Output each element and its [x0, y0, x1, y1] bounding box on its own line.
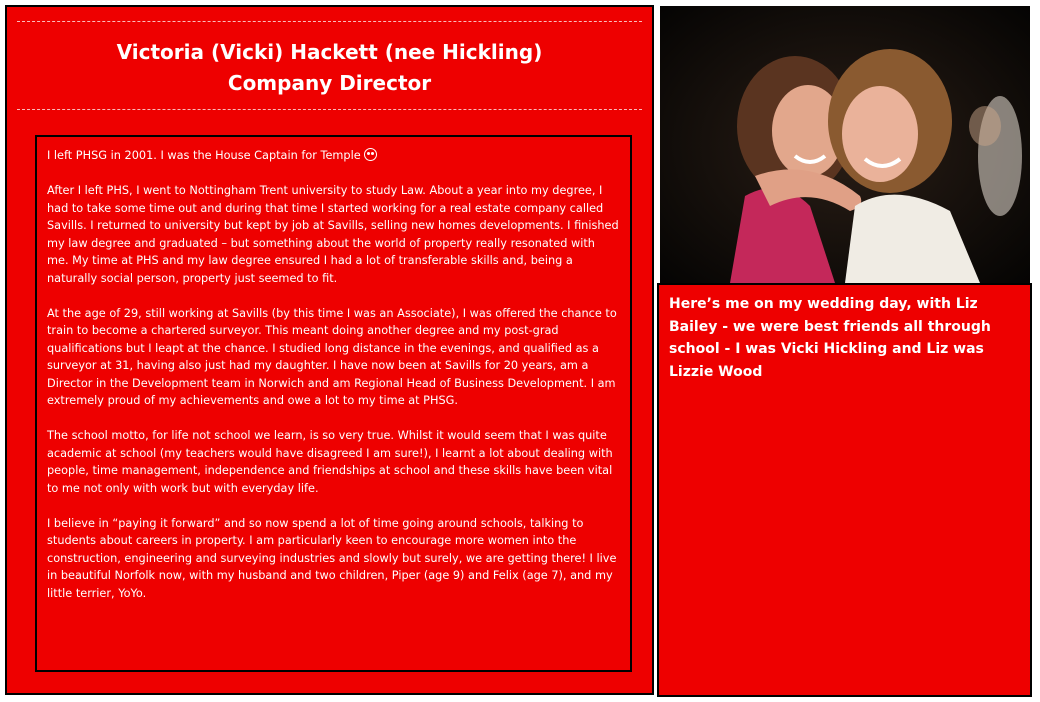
bottom-divider	[17, 109, 642, 112]
bio-paragraph-1	[47, 147, 620, 165]
bio-paragraph-1-text: I left PHSG in 2001. I was the House Captain for Temple	[47, 149, 361, 162]
biography-box	[35, 135, 632, 672]
profile-panel	[5, 5, 654, 695]
bio-paragraph-2: After I left PHS, I went to Nottingham Trent university to study Law. About a year into my degree, I had to take some time out and during that time I started working for a real estate company called Savills. I returned to university but kept by job at Savills, selling new homes developments. I finished my law degree and graduated – but something about the world of property really resonated with me. My time at PHS and my law degree ensured I had a lot of transferable skills and, being a naturally social person, property just seemed to fit.	[47, 184, 619, 285]
photo-caption-box	[657, 283, 1032, 697]
photo-caption: Here’s me on my wedding day, with Liz Bailey - we were best friends all through school - I was Vicki Hickling and Liz was Lizzie Wood	[669, 296, 991, 380]
bio-paragraph-4: The school motto, for life not school we learn, is so very true. Whilst it would seem that I was quite academic at school (my teachers would have disagreed I am sure!), I learnt a lot about dealing with people, time management, independence and friendships at school and these skills have been vital to me not only with work but with everyday life.	[47, 429, 613, 495]
bio-paragraph-3: At the age of 29, still working at Savills (by this time I was an Associate), I was offered the chance to train to become a chartered surveyor. This meant doing another degree and my post-grad qualifications but I leapt at the chance. I studied long distance in the evenings, and qualified as a surveyor at 31, having also just had my daughter. I have now been at Savills for 20 years, am a Director in the Development team in Norwich and am Regional Head of Business Development. I am extremely proud of my achievements and owe a lot to my time at PHSG.	[47, 306, 617, 407]
smiling-face-with-heart-eyes-icon	[364, 148, 377, 161]
wedding-photo-image	[660, 6, 1030, 283]
wedding-photo	[660, 6, 1030, 283]
person-name: Victoria (Vicki) Hackett (nee Hickling)	[116, 40, 543, 64]
profile-heading	[7, 37, 652, 99]
top-divider	[17, 21, 642, 24]
bio-paragraph-5: I believe in “paying it forward” and so now spend a lot of time going around schools, talking to students about careers in property. I am particularly keen to encourage more women into the construction, engineering and surveying industries and slowly but surely, we are getting there! I live in beautiful Norfolk now, with my husband and two children, Piper (age 9) and Felix (age 7), and my little terrier, YoYo.	[47, 516, 617, 600]
person-role: Company Director	[227, 71, 432, 95]
